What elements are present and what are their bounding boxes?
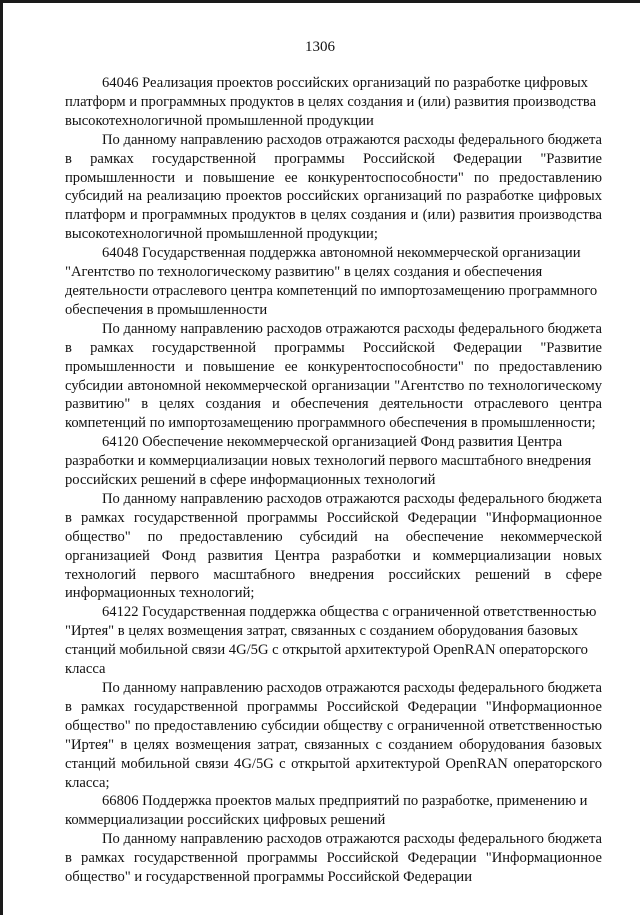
section-body-66806: По данному направлению расходов отражаются расходы федерального бюджета в рамках государственной программы Российской Федерации "Информационное общество" и государственной программы Российской Федерации [65, 831, 602, 886]
section-heading-64120: 64120 Обеспечение некоммерческой организацией Фонд развития Центра разработки и коммерциализации новых технологий первого масштабного внедрения российских решений в сфере информационных технологий [65, 434, 592, 489]
page-number: 1306 [305, 39, 335, 55]
scan-edge-top [0, 0, 640, 3]
section-heading-64048: 64048 Государственная поддержка автономной некоммерческой организации "Агентство по технологическому развитию" в целях создания и обеспечения деятельности отраслевого центра компетенций по импортозамещению программного обеспечения в промышленности [65, 245, 598, 318]
section-body-64048: По данному направлению расходов отражаются расходы федерального бюджета в рамках государственной программы Российской Федерации "Развитие промышленности и повышение ее конкурентоспособности" по предоставлению субсидии автономной некоммерческой организации "Агентство по технологическому развитию" в целях создания и обеспечения деятельности отраслевого центра компетенций по импортозамещению программного обеспечения в промышленности; [65, 320, 602, 432]
section-body-64046: По данному направлению расходов отражаются расходы федерального бюджета в рамках государственной программы Российской Федерации "Развитие промышленности и повышение ее конкурентоспособности" по предоставлению субсидий на реализацию проектов российских организаций по разработке цифровых платформ и программных продуктов в целях создания и (или) развития производства высокотехнологичной промышленной продукции; [65, 131, 602, 243]
section-heading-66806: 66806 Поддержка проектов малых предприятий по разработке, применению и коммерциализации российских цифровых решений [65, 793, 588, 829]
section-body-64120: По данному направлению расходов отражаются расходы федерального бюджета в рамках государственной программы Российской Федерации "Информационное общество" по предоставлению субсидий на обеспечение некоммерческой организацией Фонд развития Центра разработки и коммерциализации новых технологий первого масштабного внедрения российских решений в сфере информационных технологий; [65, 490, 602, 602]
section-body-64122: По данному направлению расходов отражаются расходы федерального бюджета в рамках государственной программы Российской Федерации "Информационное общество" по предоставлению субсидии обществу с ограниченной ответственностью "Иртея" в целях возмещения затрат, связанных с созданием оборудования базовых станций мобильной связи 4G/5G с открытой архитектурой OpenRAN операторского класса; [65, 680, 602, 791]
scan-edge-left [0, 0, 3, 915]
document-body [65, 74, 602, 887]
section-heading-64122: 64122 Государственная поддержка общества с ограниченной ответственностью "Иртея" в целях возмещения затрат, связанных с созданием оборудования базовых станций мобильной связи 4G/5G с открытой архитектурой OpenRAN операторского класса [65, 604, 597, 678]
section-heading-64046: 64046 Реализация проектов российских организаций по разработке цифровых платформ и программных продуктов в целях создания и (или) развития производства высокотехнологичной промышленной продукции [65, 75, 597, 129]
